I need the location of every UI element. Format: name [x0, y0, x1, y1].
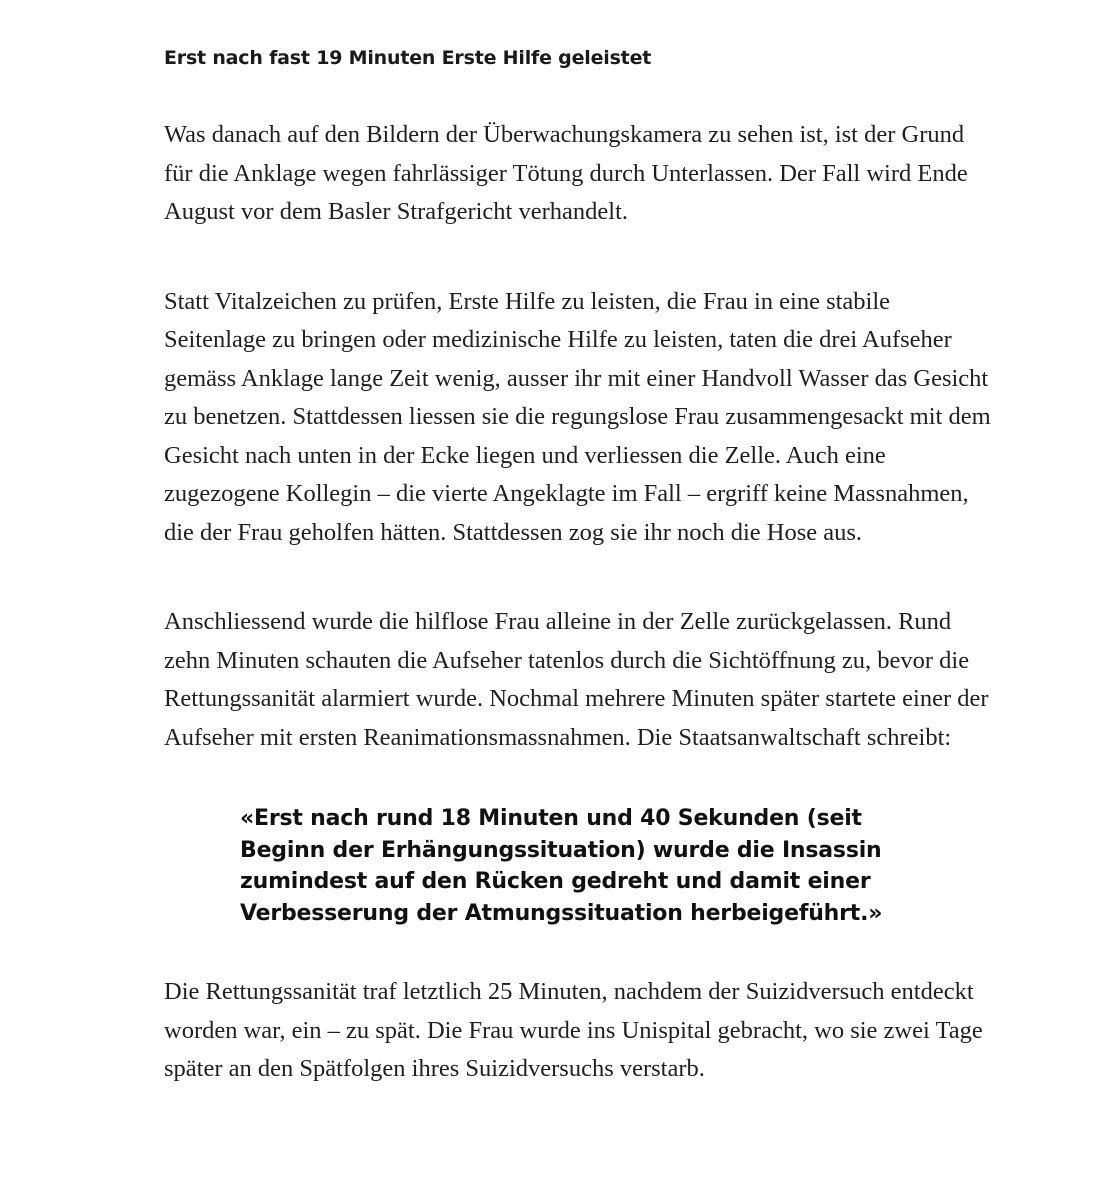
paragraph-closing: Die Rettungssanität traf letztlich 25 Minuten, nachdem der Suizidversuch entdeckt worden war, ein – zu spät. Die Frau wurde ins Unispital gebracht, wo sie zwei Tage später an den Spätfolgen ihres Suizidversuchs verstarb. — [164, 978, 983, 1082]
prosecution-quote: «Erst nach rund 18 Minuten und 40 Sekunden (seit Beginn der Erhängungssituation) wurde die Insassin zumindest auf den Rücken gedreht und damit einer Verbesserung der Atmungssituation herbeigeführt.» — [240, 806, 883, 926]
paragraph-guards-inaction: Statt Vitalzeichen zu prüfen, Erste Hilfe zu leisten, die Frau in eine stabile Seitenlage zu bringen oder medizinische Hilfe zu leisten, taten die drei Aufseher gemäss Anklage lange Zeit wenig, ausser ihr mit einer Handvoll Wasser das Gesicht zu benetzen. Stattdessen liessen sie die regungslose Frau zusammengesackt mit dem Gesicht nach unten in der Ecke liegen und verliessen die Zelle. Auch eine zugezogene Kollegin – die vierte Angeklagte im Fall – ergriff keine Massnahmen, die der Frau geholfen hätten. Stattdessen zog sie ihr noch die Hose aus. — [164, 287, 991, 546]
section-subheading: Erst nach fast 19 Minuten Erste Hilfe geleistet — [164, 47, 652, 69]
article-body — [164, 44, 994, 1089]
paragraph-left-alone: Anschliessend wurde die hilflose Frau alleine in der Zelle zurückgelassen. Rund zehn Minuten schauten die Aufseher tatenlos durch die Sichtöffnung zu, bevor die Rettungssanität alarmiert wurde. Nochmal mehrere Minuten später startete einer der Aufseher mit ersten Reanimationsmassnahmen. Die Staatsanwaltschaft schreibt: — [164, 608, 989, 751]
paragraph-surveillance-footage: Was danach auf den Bildern der Überwachungskamera zu sehen ist, ist der Grund für die Anklage wegen fahrlässiger Tötung durch Unterlassen. Der Fall wird Ende August vor dem Basler Strafgericht verhandelt. — [164, 121, 968, 225]
